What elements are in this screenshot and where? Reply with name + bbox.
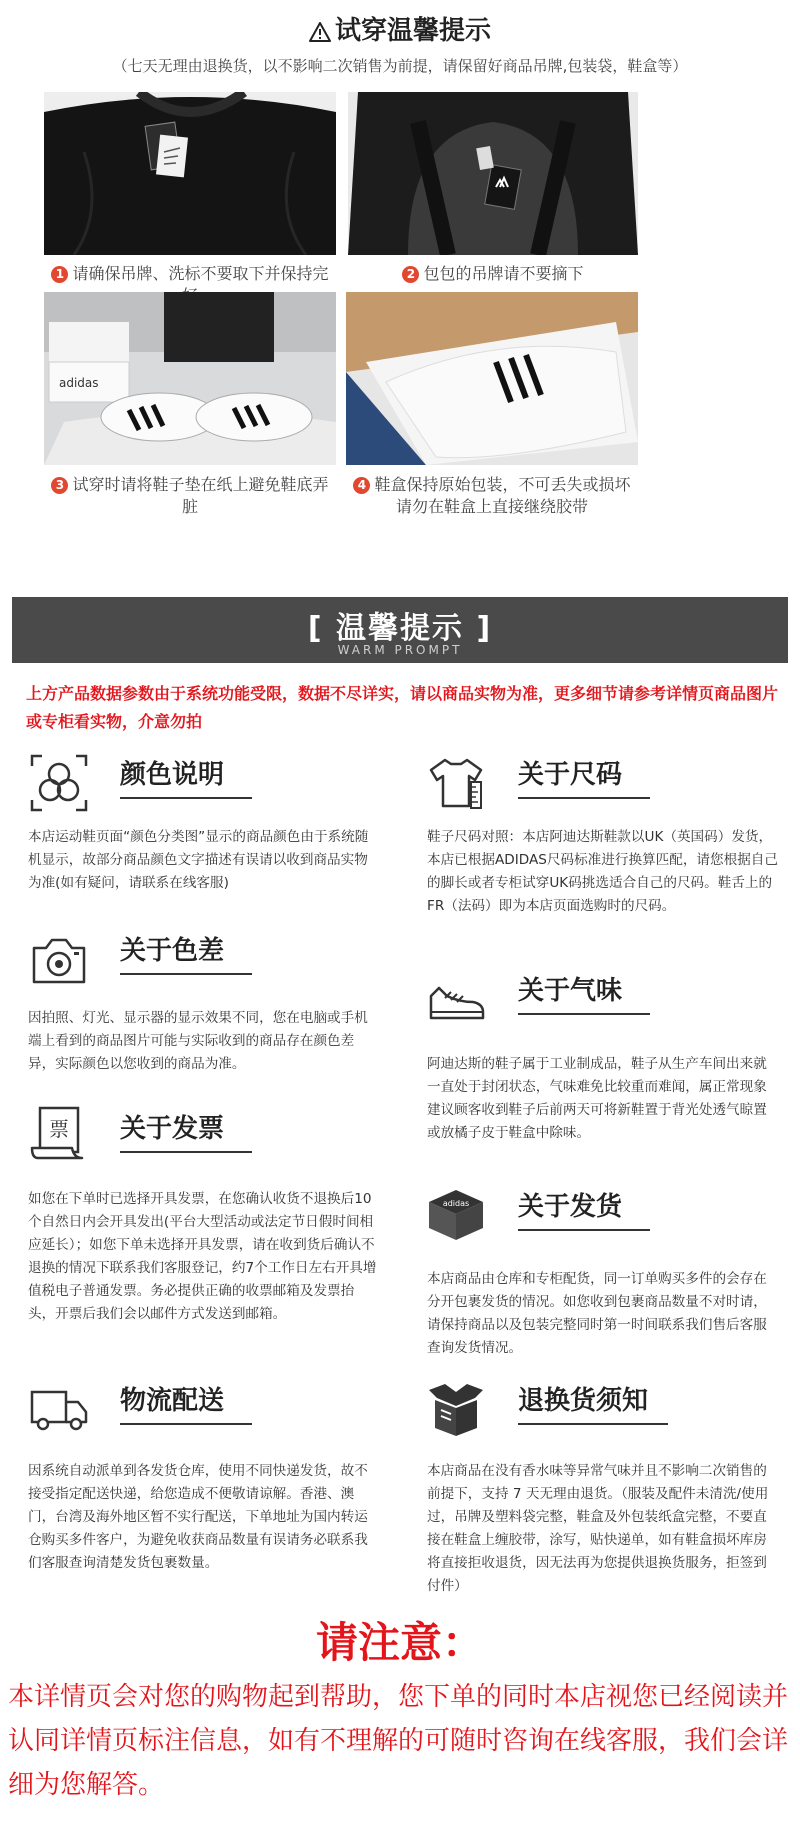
tips-subtitle: （七天无理由退换货，以不影响二次销售为前提，请保留好商品吊牌,包装袋，鞋盒等） [112, 57, 688, 75]
tip-number-3: 3 [51, 477, 68, 494]
shipping-body: 本店商品由仓库和专柜配货，同一订单购买多件的会存在分开包裹发货的情况。如您收到包裹商品数量不对时请，请保持商品以及包装完整同时第一时间联系我们售后客服查询发货情况。 [427, 1271, 767, 1356]
invoice-icon [28, 1102, 90, 1164]
returns-body: 本店商品在没有香水味等异常气味并且不影响二次销售的前提下，支持 7 天无理由退货。（服装及配件未清洗/使用过，吊牌及塑料袋完整，鞋盒及外包装纸盒完整，不要直接在鞋盒上缠胶带，涂写，贴快递单，如有鞋盒损坏库房将直接拒收退货，因无法再为您提供退换货服务，拒签到付件） [427, 1463, 769, 1594]
color-heading: 颜色说明 [120, 754, 252, 799]
photo-sweater-tag [44, 92, 336, 255]
photo-sneakers-paper [44, 292, 336, 465]
smell-heading: 关于气味 [518, 970, 650, 1015]
invoice-icon-label: 票 [49, 1117, 69, 1141]
invoice-body: 如您在下单时已选择开具发票，在您确认收货不退换后10个自然日内会开具发出(平台大型活动或法定节日假时间相应延长）；如您下单未选择开具发票，请在收到货后确认不退换的情况下联系我们客服登记，约7个工作日左右开具增值税电子普通发票。务必提供正确的收票邮箱及发票抬头，开票后我们会以邮件方式发送到邮箱。 [28, 1191, 377, 1322]
color-palette-icon [28, 752, 90, 814]
notice-title: 请注意： [315, 1618, 484, 1667]
tips-title: 试穿温馨提示 [0, 10, 800, 47]
photo-shoebox [346, 292, 638, 465]
size-heading: 关于尺码 [518, 754, 650, 799]
tip-caption-4: 4 鞋盒保持原始包装，不可丢失或损坏 请勿在鞋盒上直接继绕胶带 [346, 474, 638, 518]
photo-backpack-tag [348, 92, 638, 255]
color-body: 本店运动鞋页面“颜色分类图”显示的商品颜色由于系统随机显示，故部分商品颜色文字描述有误请以收到商品实物为准(如有疑问，请联系在线客服) [28, 829, 369, 891]
invoice-heading: 关于发票 [120, 1108, 252, 1153]
shipping-icon-label: adidas [442, 1199, 470, 1208]
delivery-truck-icon [28, 1378, 90, 1440]
tip-number-1: 1 [51, 266, 68, 283]
size-body: 鞋子尺码对照：本店阿迪达斯鞋款以UK（英国码）发货，本店已根据ADIDAS尺码标准进行换算匹配，请您根据自己的脚长或者专柜试穿UK码挑选适合自己的尺码。鞋舌上的FR（法码）即为本店页面选购时的尺码。 [427, 829, 778, 914]
chroma-heading: 关于色差 [120, 930, 252, 975]
box-brand-text: adidas [59, 376, 99, 390]
shipping-box-icon [425, 1182, 487, 1244]
warning-icon [309, 22, 331, 42]
logistics-body: 因系统自动派单到各发货仓库，使用不同快递发货，故不接受指定配送快递，给您造成不便敬请谅解。香港、澳门，台湾及海外地区暂不实行配送，下单地址为国内转运仓购买多件客户，为避免收获商品数量有误请务必联系我们客服查询清楚发货包裹数量。 [28, 1463, 368, 1571]
banner-subtitle: WARM PROMPT [337, 643, 463, 657]
sneaker-icon [425, 970, 487, 1032]
data-disclaimer: 上方产品数据参数由于系统功能受限，数据不尽详实，请以商品实物为准，更多细节请参考详情页商品图片或专柜看实物，介意勿拍 [26, 684, 779, 731]
return-box-icon [425, 1378, 487, 1440]
smell-body: 阿迪达斯的鞋子属于工业制成品，鞋子从生产车间出来就一直处于封闭状态，气味难免比较重而难闻，属正常现象建议顾客收到鞋子后前两天可将新鞋置于背光处透气晾置或放橘子皮于鞋盒中除味。 [427, 1056, 767, 1141]
returns-heading: 退换货须知 [518, 1380, 668, 1425]
camera-icon [28, 930, 90, 992]
shipping-heading: 关于发货 [518, 1186, 650, 1231]
tip-number-2: 2 [402, 266, 419, 283]
tip-caption-2: 2 包包的吊牌请不要摘下 [348, 263, 638, 285]
tip-caption-3: 3 试穿时请将鞋子垫在纸上避免鞋底弄脏 [44, 474, 336, 518]
chroma-body: 因拍照、灯光、显示器的显示效果不同，您在电脑或手机端上看到的商品图片可能与实际收到的商品存在颜色差异，实际颜色以您收到的商品为准。 [28, 1010, 368, 1072]
tip-number-4: 4 [353, 477, 370, 494]
shirt-size-icon [425, 752, 487, 814]
logistics-heading: 物流配送 [120, 1380, 252, 1425]
notice-body: 本详情页会对您的购物起到帮助，您下单的同时本店视您已经阅读并认同详情页标注信息，如有不理解的可随时咨询在线客服，我们会详细为您解答。 [8, 1682, 789, 1800]
banner-title: [ 温馨提示 ] [307, 611, 493, 646]
warm-prompt-banner [12, 597, 788, 663]
tip-caption-1: 1 请确保吊牌、洗标不要取下并保持完 [44, 263, 336, 307]
